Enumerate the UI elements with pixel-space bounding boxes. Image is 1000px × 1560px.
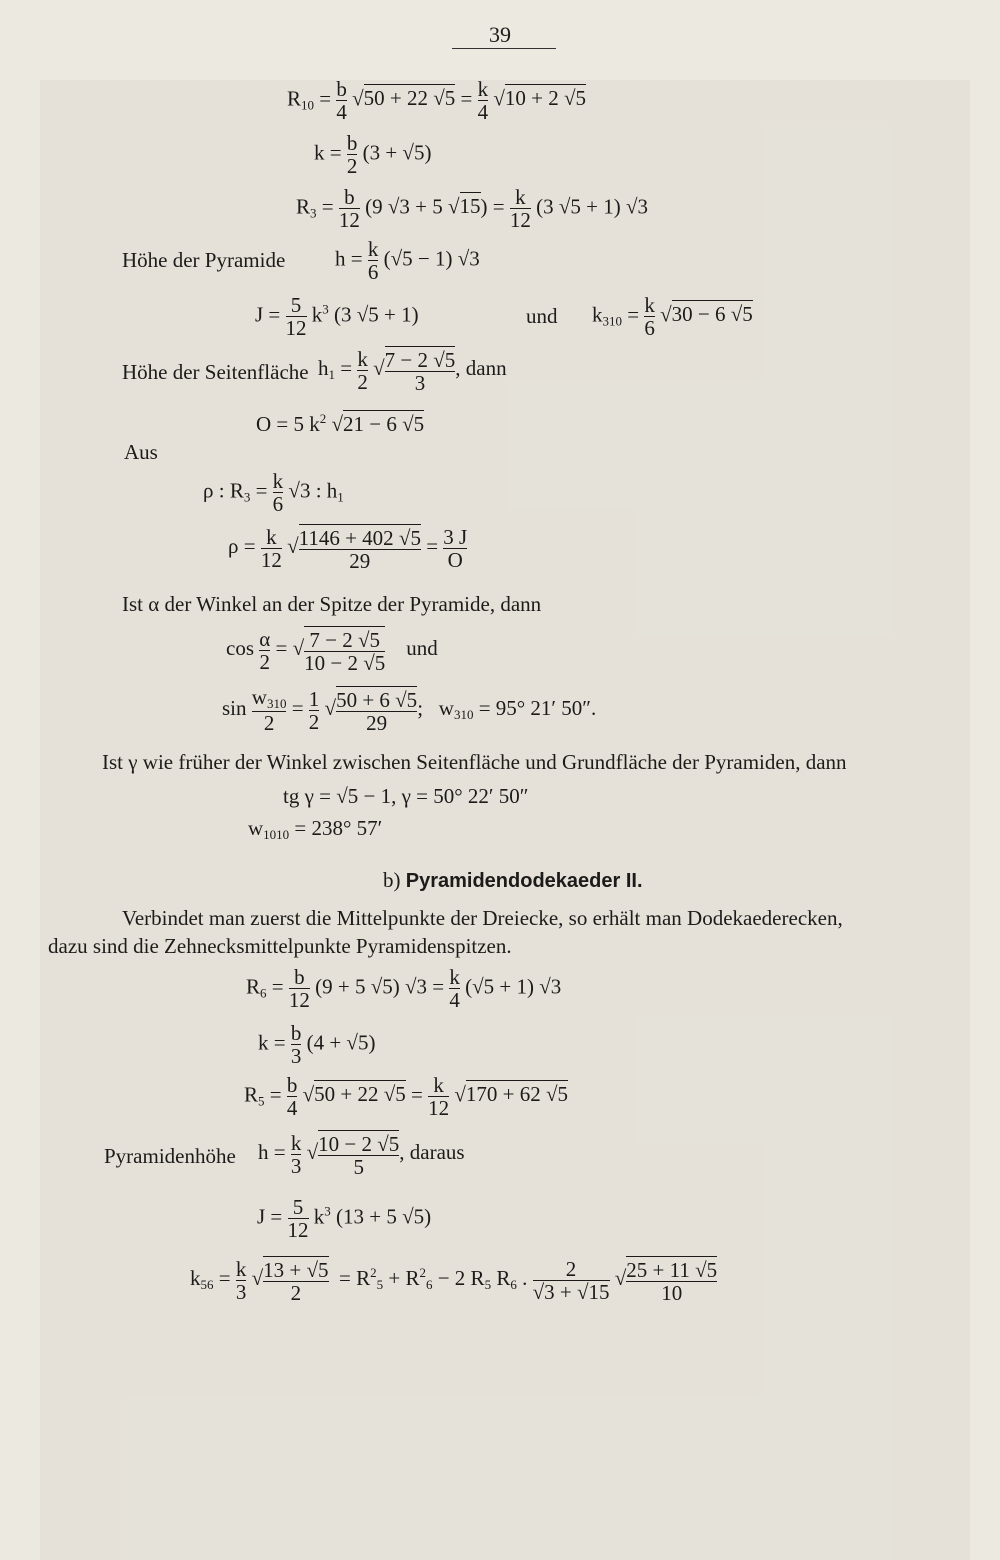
equation-sin: sin $\frac{w_{310}}{2}$ = $\frac{1}{2}$ √ $\frac{50 + 6 √5}{29}$ ; $w_{310} = 95^\circ$ 21′ 50″. — [222, 685, 597, 736]
equation-r3: $R_3$ = $\frac{b}{12}$ (9 √3 + 5 √15) = $\frac{k}{12}$ (3 √5 + 1) √3 — [296, 185, 648, 233]
paragraph-line-1: Verbindet man zuerst die Mittelpunkte der Dreiecke, so erhält man Dodekaederecken, — [122, 906, 843, 930]
equation-pyramidenhoehe: h = $\frac{k}{3}$ √ $\frac{10 - 2 √5}{5}$ , daraus — [258, 1130, 465, 1180]
word-aus: Aus — [124, 440, 158, 464]
page-number-rule — [452, 48, 556, 49]
text-gamma: Ist γ wie früher der Winkel zwischen Seitenfläche und Grundfläche der Pyramiden, dann — [102, 750, 847, 774]
equation-k310: $k_{310}$ = $\frac{k}{6}$ √30 − 6 √5 — [592, 293, 753, 341]
equation-k56: $k_{56}$ = $\frac{k}{3}$ √ $\frac{13 + √5}{2}$ = $R^2_5 + R^2_6 - 2$ $R_5$ $R_6$ . $\frac{2}{√3 + √15}$ √ $\frac{25 + 11 √5}{10}$ — [190, 1256, 718, 1306]
label-hoehe-pyramide: Höhe der Pyramide — [122, 248, 286, 272]
equation-rho: ρ = $\frac{k}{12}$ √ $\frac{1146 + 402 √5}{29}$ = $\frac{3 J}{O}$ — [228, 524, 468, 574]
equation-volume-j: J = $\frac{5}{12}$ $k^3$ (3 √5 + 1) — [255, 293, 419, 341]
equation-w1010: $w_{1010} = 238^\circ$ 57′ — [248, 816, 383, 842]
equation-volume-j2: J = $\frac{5}{12}$ $k^3$ (13 + 5 √5) — [257, 1195, 432, 1243]
equation-h1: $h_1$ = $\frac{k}{2}$ √ $\frac{7 - 2 √5}{3}$ , dann — [318, 346, 507, 396]
bleed-through-shadow — [40, 77, 970, 1560]
label-hoehe-seitenflaeche: Höhe der Seitenfläche — [122, 360, 309, 384]
label-pyramidenhoehe: Pyramidenhöhe — [104, 1144, 236, 1168]
word-und: und — [526, 304, 558, 328]
equation-surface-o: O = 5 $k^2$ √21 − 6 √5 — [256, 411, 425, 436]
text-alpha: Ist α der Winkel an der Spitze der Pyramide, dann — [122, 592, 542, 616]
equation-rho-ratio: ρ : $R_3$ = $\frac{k}{6}$ √3 : $h_1$ — [203, 469, 344, 517]
page-number: 39 — [489, 22, 511, 47]
section-heading: b) Pyramidendodekaeder II. — [383, 868, 643, 892]
equation-r5: $R_5$ = $\frac{b}{4}$ √50 + 22 √5 = $\frac{k}{12}$ √170 + 62 √5 — [244, 1073, 569, 1121]
equation-cos: cos $\frac{\alpha}{2}$ = √ $\frac{7 - 2 √5}{10 - 2 √5}$ und — [226, 626, 438, 676]
equation-k1: k = $\frac{b}{2}$ (3 + √5) — [314, 131, 432, 179]
equation-r10: $R_{10}$ = $\frac{b}{4}$ √50 + 22 √5 = $\frac{k}{4}$ √10 + 2 √5 — [287, 77, 587, 125]
equation-tg-gamma: tg γ = √5 − 1, γ = 50° 22′ 50″ — [283, 784, 529, 808]
paragraph-line-2: dazu sind die Zehnecksmittelpunkte Pyramidenspitzen. — [48, 934, 512, 958]
equation-hoehe: h = $\frac{k}{6}$ (√5 − 1) √3 — [335, 237, 480, 285]
equation-r6: $R_6$ = $\frac{b}{12}$ (9 + 5 √5) √3 = $\frac{k}{4}$ (√5 + 1) √3 — [246, 965, 562, 1013]
section-title: Pyramidendodekaeder II. — [405, 870, 643, 892]
equation-k2: k = $\frac{b}{3}$ (4 + √5) — [258, 1021, 376, 1069]
